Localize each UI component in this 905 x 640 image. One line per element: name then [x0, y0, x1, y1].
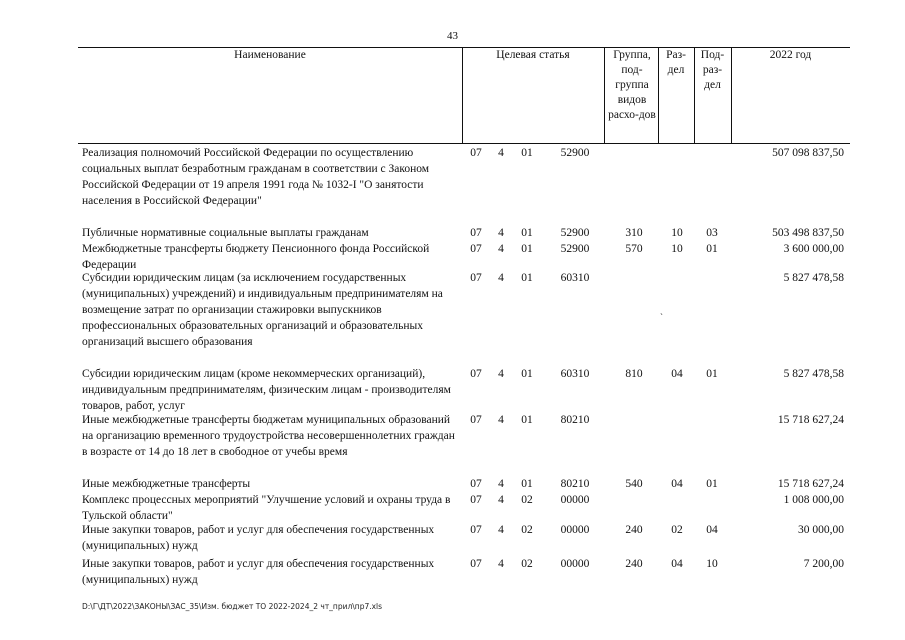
row-c4: 00000 — [560, 494, 590, 506]
row-grp: 240 — [625, 558, 643, 570]
row-c2: 4 — [498, 524, 504, 536]
header-subsection: Под-раз-дел — [700, 49, 725, 91]
row-c4: 80210 — [560, 414, 590, 426]
row-c1: 07 — [470, 494, 482, 506]
row-c2: 4 — [498, 368, 504, 380]
row-c3: 01 — [521, 227, 533, 239]
row-amount: 5 827 478,58 — [783, 368, 844, 380]
row-prz: 10 — [706, 558, 718, 570]
row-amount: 507 098 837,50 — [772, 147, 844, 159]
divider — [658, 47, 659, 143]
row-c4: 00000 — [560, 558, 590, 570]
row-c4: 60310 — [560, 272, 590, 284]
row-c3: 01 — [521, 414, 533, 426]
row-c2: 4 — [498, 414, 504, 426]
row-c3: 01 — [521, 147, 533, 159]
row-c3: 01 — [521, 368, 533, 380]
row-c1: 07 — [470, 243, 482, 255]
row-c1: 07 — [470, 414, 482, 426]
row-c3: 02 — [521, 524, 533, 536]
row-c4: 52900 — [560, 227, 590, 239]
header-target: Целевая статья — [496, 49, 570, 61]
row-c4: 60310 — [560, 368, 590, 380]
divider — [604, 47, 605, 143]
row-c3: 02 — [521, 494, 533, 506]
row-rz: 02 — [671, 524, 683, 536]
row-rz: 04 — [671, 478, 683, 490]
row-c2: 4 — [498, 494, 504, 506]
row-amount: 7 200,00 — [803, 558, 844, 570]
row-name: Реализация полномочий Российской Федерации по осуществлению социальных выплат безработным гражданам в соответствии с Законом Российской Федерации от 19 апреля 1991 года № 1032-I "О занятости населения в Российской Федерации" — [82, 147, 430, 207]
row-c1: 07 — [470, 524, 482, 536]
row-grp: 540 — [625, 478, 643, 490]
row-c2: 4 — [498, 147, 504, 159]
row-amount: 503 498 837,50 — [772, 227, 844, 239]
header-name: Наименование — [234, 49, 306, 61]
row-amount: 5 827 478,58 — [783, 272, 844, 284]
footer-file-path: D:\Г\ДТ\2022\ЗАКОНЫ\ЗАС_35\Изм. бюджет ТО 2022-2024_2 чт_прил\пр7.xls — [82, 602, 383, 611]
row-prz: 03 — [706, 227, 718, 239]
row-name: Иные закупки товаров, работ и услуг для обеспечения государственных (муниципальных) нужд — [82, 524, 435, 552]
row-name: Межбюджетные трансферты бюджету Пенсионного фонда Российской Федерации — [82, 243, 430, 271]
row-c1: 07 — [470, 227, 482, 239]
header-bottom-border — [78, 143, 850, 144]
row-prz: 04 — [706, 524, 718, 536]
row-c3: 01 — [521, 243, 533, 255]
row-rz: 04 — [671, 368, 683, 380]
row-c4: 52900 — [560, 243, 590, 255]
row-name: Иные межбюджетные трансферты бюджетам муниципальных образований на организацию временного трудоустройства несовершеннолетних граждан в возрасте от 14 до 18 лет в свободное от учебы время — [82, 414, 455, 458]
row-prz: 01 — [706, 368, 718, 380]
row-amount: 30 000,00 — [798, 524, 844, 536]
header-section: Раз-дел — [666, 49, 686, 76]
row-c2: 4 — [498, 558, 504, 570]
row-amount: 1 008 000,00 — [783, 494, 844, 506]
row-c1: 07 — [470, 272, 482, 284]
row-c3: 02 — [521, 558, 533, 570]
row-c2: 4 — [498, 478, 504, 490]
row-name: Комплекс процессных мероприятий "Улучшение условий и охраны труда в Тульской области" — [82, 494, 451, 522]
row-c2: 4 — [498, 243, 504, 255]
row-c4: 80210 — [560, 478, 590, 490]
row-c3: 01 — [521, 478, 533, 490]
row-amount: 3 600 000,00 — [783, 243, 844, 255]
header-group: Группа, под-группа видов расхо-дов — [608, 49, 656, 121]
header-year: 2022 год — [769, 49, 812, 61]
page-number: 43 — [447, 30, 458, 42]
row-rz: 10 — [671, 227, 683, 239]
row-c4: 52900 — [560, 147, 590, 159]
row-c2: 4 — [498, 272, 504, 284]
divider — [694, 47, 695, 143]
stray-mark: ˏ — [660, 305, 663, 315]
row-c1: 07 — [470, 147, 482, 159]
row-name: Субсидии юридическим лицам (за исключением государственных (муниципальных) учреждений) и индивидуальным предпринимателям на возмещение затрат по организации стажировки выпускников профессиональных образовательных организаций и образовательных организаций высшего образования — [82, 272, 443, 348]
row-name: Субсидии юридическим лицам (кроме некоммерческих организаций), индивидуальным предпринимателям, физическим лицам - производителям товаров, работ, услуг — [82, 368, 451, 412]
row-grp: 310 — [625, 227, 643, 239]
row-name: Иные закупки товаров, работ и услуг для обеспечения государственных (муниципальных) нужд — [82, 558, 435, 586]
row-c2: 4 — [498, 227, 504, 239]
row-prz: 01 — [706, 243, 718, 255]
row-amount: 15 718 627,24 — [777, 414, 844, 426]
row-name: Иные межбюджетные трансферты — [82, 478, 251, 490]
row-c4: 00000 — [560, 524, 590, 536]
row-c3: 01 — [521, 272, 533, 284]
row-grp: 240 — [625, 524, 643, 536]
row-rz: 04 — [671, 558, 683, 570]
row-c1: 07 — [470, 478, 482, 490]
row-c1: 07 — [470, 558, 482, 570]
row-rz: 10 — [671, 243, 683, 255]
row-grp: 570 — [625, 243, 643, 255]
row-amount: 15 718 627,24 — [777, 478, 844, 490]
row-grp: 810 — [625, 368, 643, 380]
row-name: Публичные нормативные социальные выплаты гражданам — [82, 227, 369, 239]
row-prz: 01 — [706, 478, 718, 490]
row-c1: 07 — [470, 368, 482, 380]
